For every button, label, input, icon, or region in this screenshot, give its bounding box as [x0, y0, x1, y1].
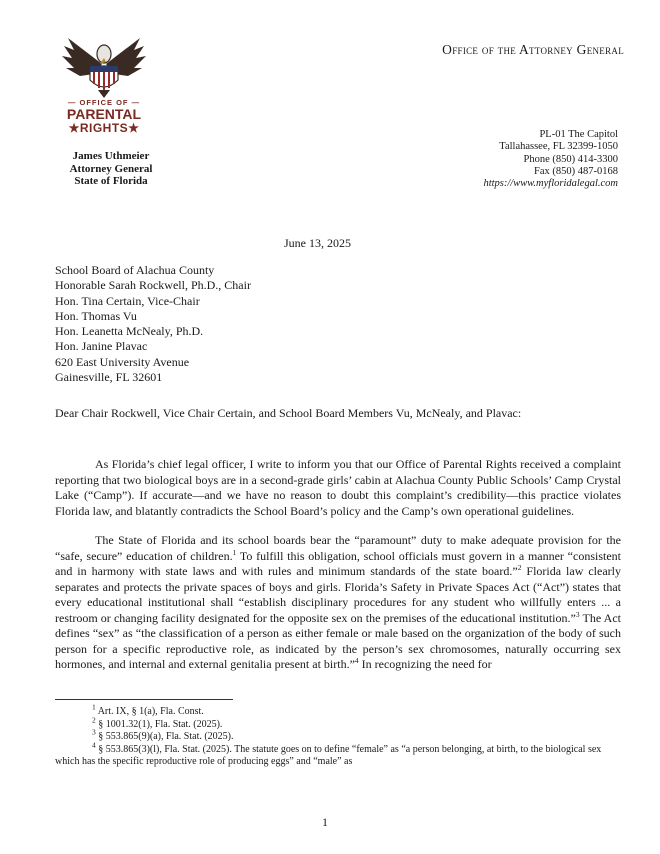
logo-office-of-text: — OFFICE OF —	[67, 98, 141, 107]
address-line-1: PL-01 The Capitol	[539, 129, 618, 140]
paragraph-text: The Act defines “sex” as “the classification of a person as either female or male based on the organization of the body of such person for a specific reproductive role, as indicated by the person’s sex chromosomes, naturally occurring sex hormones, and internal and external genitalia present at birth.”	[55, 610, 622, 671]
footnote-number: 2	[92, 715, 96, 725]
recipient-line: Hon. Tina Certain, Vice-Chair	[55, 293, 200, 308]
sender-title: Attorney General	[69, 162, 153, 175]
fax-number: Fax (850) 487-0168	[534, 165, 618, 177]
sender-name: James Uthmeier	[72, 150, 150, 162]
salutation: Dear Chair Rockwell, Vice Chair Certain, and School Board Members Vu, McNealy, and Plavac:	[55, 406, 522, 420]
recipient-line: Hon. Janine Plavac	[55, 339, 148, 354]
footnote	[55, 727, 621, 744]
footnote-text: § 553.865(3)(l), Fla. Stat. (2025). The statute goes on to define “female” as “a person belonging, at birth, to the biological sex which has the specific reproductive role of producing eggs” and “male” as	[55, 743, 602, 767]
page-number: 1	[322, 815, 328, 829]
footnote-ref-3[interactable]: 3	[575, 609, 580, 619]
paragraph-text: In recognizing the need for	[358, 657, 492, 671]
recipient-line: School Board of Alachua County	[55, 263, 215, 277]
eagle-icon	[58, 34, 150, 100]
letter-date: June 13, 2025	[284, 236, 351, 250]
footnote-divider	[55, 699, 233, 700]
footnote-text: § 553.865(9)(a), Fla. Stat. (2025).	[95, 731, 234, 742]
phone-number: Phone (850) 414-3300	[523, 153, 618, 165]
paragraph-text: The State of Florida and its school boards bear the “paramount” duty to make adequate provision for the “safe, secure” education of children.	[55, 533, 621, 563]
footnote-number: 4	[92, 740, 96, 750]
footnote-text: Art. IX, § 1(a), Fla. Const.	[95, 706, 204, 717]
footnote-number: 3	[92, 727, 96, 737]
office-title: Office of the Attorney General	[442, 42, 624, 57]
recipient-line: Honorable Sarah Rockwell, Ph.D., Chair	[55, 278, 251, 293]
footnote	[55, 740, 621, 769]
logo-parental-text: PARENTAL	[66, 106, 142, 122]
footnote	[55, 715, 621, 732]
sender-state: State of Florida	[74, 175, 148, 187]
footnote-number: 1	[92, 702, 96, 712]
recipient-line: 620 East University Avenue	[55, 354, 190, 369]
office-address-block	[400, 129, 618, 190]
address-line-2: Tallahassee, FL 32399-1050	[499, 141, 618, 153]
website-link[interactable]: https://www.myfloridalegal.com	[483, 178, 618, 190]
footnote-ref-2[interactable]: 2	[517, 563, 522, 572]
logo-rights-text: ★RIGHTS★	[68, 121, 140, 135]
recipient-block	[55, 263, 251, 385]
recipient-line: Hon. Thomas Vu	[55, 308, 137, 323]
sender-block	[46, 150, 176, 188]
body-paragraph-1: As Florida’s chief legal officer, I write to inform you that our Office of Parental Rights received a complaint reporting that two biological boys are in a second-grade girls’ cabin at Alachua County Public Schools’ Camp Crystal Lake (“Camp”). If accurate—and we have no reason to doubt this complaint’s credibility—this practice violates Florida law, and blatantly contradicts the School Board’s policy and the Camp’s own operational guidelines.	[55, 457, 621, 518]
body-paragraph-2	[55, 533, 621, 673]
paragraph-text: To fulfill this obligation, school officials must govern in a manner “consistent and in harmony with state laws and with rules and minimum standards of the state board.”	[55, 548, 621, 578]
footnote	[55, 702, 621, 719]
footnote-text: § 1001.32(1), Fla. Stat. (2025).	[95, 718, 223, 730]
footnotes	[55, 702, 621, 769]
paragraph-text: Florida law clearly separates and protects the private spaces of boys and girls. Florida’s Safety in Private Spaces Act (“Act”) states that every educational institutional shall “establish disciplinary procedures for any student who willfully enters ... a restroom or changing facility designated for the opposite sex on the premises of the educational institution.”	[55, 564, 621, 625]
recipient-line: Hon. Leanetta McNealy, Ph.D.	[55, 324, 204, 339]
recipient-line: Gainesville, FL 32601	[55, 370, 163, 385]
footnote-ref-4[interactable]: 4	[354, 656, 359, 665]
footnote-ref-1[interactable]: 1	[232, 547, 237, 557]
